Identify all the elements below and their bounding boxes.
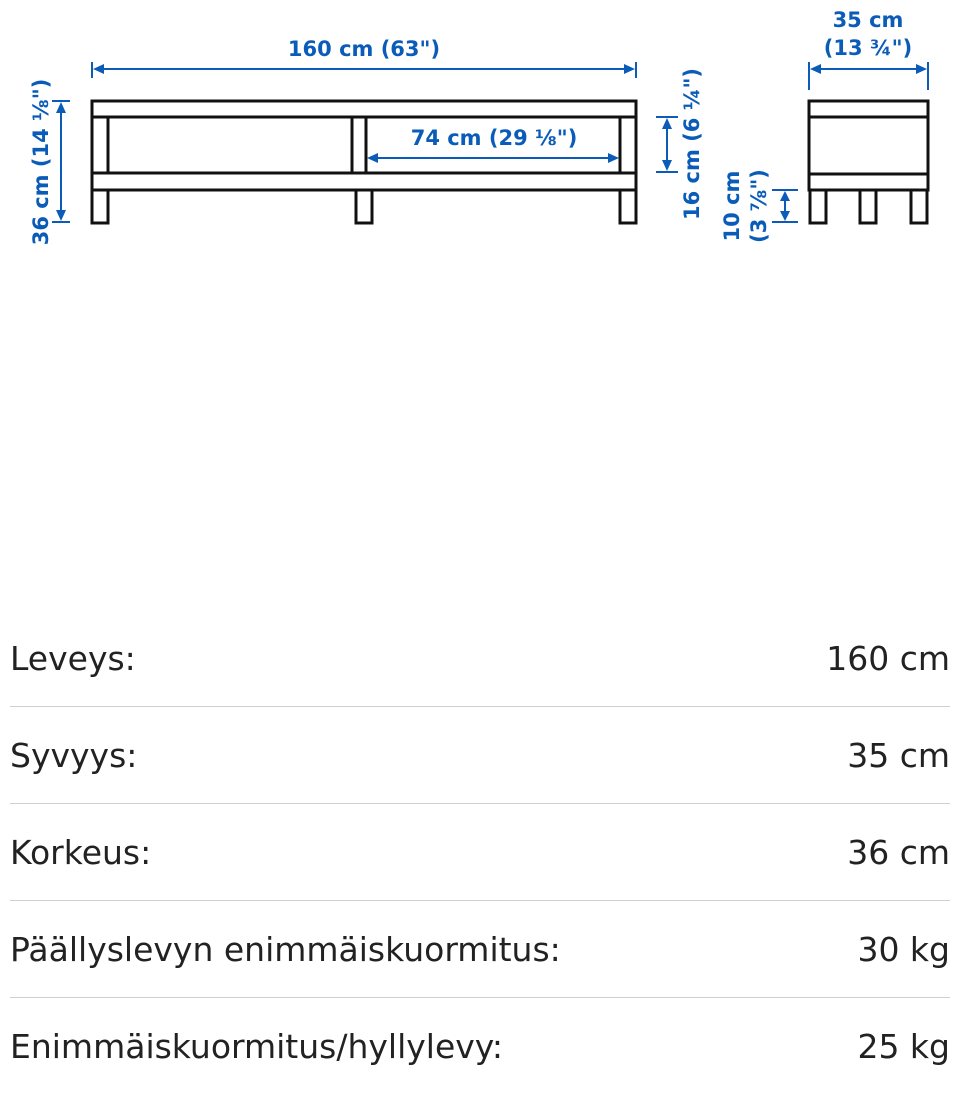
spec-label: Leveys: bbox=[10, 638, 136, 678]
side-leg-middle bbox=[860, 190, 876, 223]
spec-label: Syvyys: bbox=[10, 735, 138, 775]
dimension-front-height bbox=[29, 79, 70, 246]
dimension-opening-height bbox=[656, 68, 704, 220]
leg-height-in-label: (3 ⅞") bbox=[747, 169, 771, 243]
depth-cm-label: 35 cm bbox=[832, 8, 904, 32]
spec-row-top-load bbox=[10, 901, 950, 998]
front-leg-right bbox=[620, 190, 636, 223]
spec-value: 30 kg bbox=[857, 929, 950, 969]
spec-row-shelf-load bbox=[10, 998, 950, 1095]
side-top-board bbox=[809, 101, 928, 117]
front-view bbox=[92, 101, 636, 223]
dimension-front-width bbox=[92, 37, 636, 78]
depth-in-label: (13 ¾") bbox=[823, 36, 913, 60]
spec-label: Enimmäiskuormitus/hyllylevy: bbox=[10, 1027, 504, 1066]
front-left-panel bbox=[92, 117, 108, 173]
spec-value: 25 kg bbox=[857, 1027, 950, 1066]
dimension-leg-height bbox=[720, 169, 798, 243]
front-bottom-shelf bbox=[92, 173, 636, 190]
front-height-label: 36 cm (14 ⅛") bbox=[29, 78, 53, 246]
side-leg-right bbox=[911, 190, 927, 223]
spec-row-depth bbox=[10, 707, 950, 804]
front-leg-middle bbox=[356, 190, 372, 223]
front-right-panel bbox=[620, 117, 636, 173]
side-bottom-shelf bbox=[809, 174, 928, 190]
front-leg-left bbox=[92, 190, 108, 223]
spec-label: Päällyslevyn enimmäiskuormitus: bbox=[10, 929, 561, 969]
spec-row-height bbox=[10, 804, 950, 901]
dimension-opening-width bbox=[367, 126, 619, 163]
spec-value: 36 cm bbox=[847, 832, 950, 872]
front-top-board bbox=[92, 101, 636, 117]
leg-height-cm-label: 10 cm bbox=[720, 170, 744, 242]
spec-value: 35 cm bbox=[847, 735, 950, 775]
front-middle-divider bbox=[352, 117, 366, 173]
specifications-list bbox=[10, 610, 950, 1095]
spec-label: Korkeus: bbox=[10, 832, 152, 872]
opening-width-label: 74 cm (29 ⅛") bbox=[410, 126, 578, 150]
opening-height-label: 16 cm (6 ¼") bbox=[680, 68, 704, 220]
side-body bbox=[809, 117, 928, 174]
spec-value: 160 cm bbox=[826, 638, 950, 678]
dimension-depth bbox=[809, 8, 928, 90]
side-leg-left bbox=[810, 190, 826, 223]
front-width-label: 160 cm (63") bbox=[287, 37, 441, 61]
product-dimension-diagram bbox=[0, 0, 960, 300]
spec-row-width bbox=[10, 610, 950, 707]
side-view bbox=[809, 101, 928, 223]
